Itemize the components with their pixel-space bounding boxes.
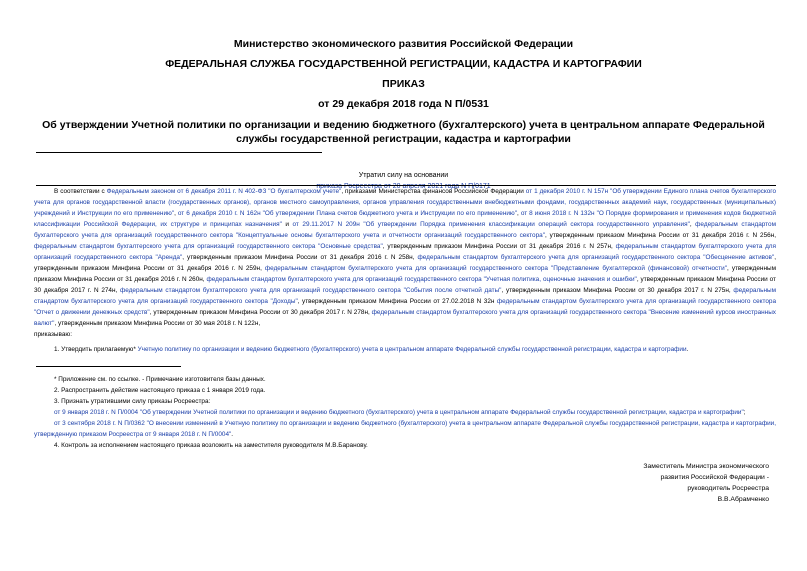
text: , <box>174 210 178 217</box>
order-link[interactable]: от 8 июня 2018 г. N 132н "О Порядке формирования и применения кодов бюджетной классификации Российской Федерации, их структуре и принципах назначения" <box>34 210 776 228</box>
document-date-number: от 29 декабря 2018 года N П/0531 <box>318 98 489 110</box>
signatory-name: В.В.Абрамченко <box>717 496 769 503</box>
repealed-order-link[interactable]: от 3 сентября 2018 г. N П/0362 "О внесении изменений в Учетную политику по организации и ведению бюджетного (бухгалтерского) учета в центральном аппарате Федеральной службы государственной регистрации, кадастра и картографии, утвержденную приказом Росреестра от 9 января 2018 г. N П/0004" <box>34 420 776 438</box>
text: В соответствии с <box>54 188 107 195</box>
item-1 <box>34 344 776 355</box>
standard-link[interactable]: федеральным стандартом бухгалтерского учета для организаций государственного сектора "Отчет о движении денежных средств" <box>34 298 777 316</box>
order-link[interactable]: от 29.11.2017 N 209н "Об утверждении Порядка применения классификации операций сектора государственного управления" <box>292 221 690 228</box>
standard-link[interactable]: федеральным стандартом бухгалтерского учета для организаций государственного сектора "Учетная политика, оценочные значения и ошибки" <box>206 276 637 283</box>
text: , утвержденным приказом Минфина России от 30 декабря 2017 г. N 274н, <box>34 276 776 294</box>
text: , <box>689 221 696 228</box>
text: , утвержденным приказом Минфина России от 30 декабря 2017 г. N 278н, <box>149 309 372 316</box>
text: . <box>231 431 234 438</box>
footnote-divider <box>36 366 181 367</box>
text: , утвержденным приказом Минфина России от 30 декабря 2017 г. N 275н, <box>501 287 734 294</box>
text: . <box>686 346 689 353</box>
document-type: ПРИКАЗ <box>382 78 425 90</box>
standard-link[interactable]: федеральным стандартом бухгалтерского учета для организаций государственного сектора "Представление бухгалтерской (финансовой) отчетности" <box>264 265 727 272</box>
text: и <box>281 221 293 228</box>
law-link[interactable]: Федеральным законом от 6 декабря 2011 г. N 402-ФЗ "О бухгалтерском учете" <box>106 188 342 195</box>
text: , утвержденным приказом Минфина России от 31 декабря 2016 г. N 260н, <box>34 265 776 283</box>
text: , утвержденным приказом Минфина России от 31 декабря 2016 г. N 258н, <box>182 254 418 261</box>
accounting-policy-link[interactable]: Учетную политику по организации и ведению бюджетного (бухгалтерского) учета в центральном аппарате Федеральной службы государственной регистрации, кадастра и картографии <box>137 346 687 353</box>
ministry-name: Министерство экономического развития Российской Федерации <box>233 38 574 50</box>
text: 1. Утвердить прилагаемую* <box>54 346 138 353</box>
footnote: * Приложение см. по ссылке. - Примечание изготовителя базы данных. <box>54 376 266 383</box>
item-2: 2. Распространить действие настоящего приказа с 1 января 2019 года. <box>54 387 266 394</box>
item-4: 4. Контроль за исполнением настоящего приказа возложить на заместителя руководителя М.В.Баранову. <box>54 442 368 449</box>
text: , утвержденным приказом Минфина России от 27.02.2018 N 32н <box>297 298 497 305</box>
repealed-order-link[interactable]: от 9 января 2018 г. N П/0004 "Об утверждении Учетной политики по организации и ведению бюджетного (бухгалтерского) учета в центральном аппарате Федеральной службы государственной регистрации, кадастра и картографии" <box>54 409 744 416</box>
text: , утвержденным приказом Минфина России от 30 мая 2018 г. N 122н, <box>54 320 261 327</box>
standard-link[interactable]: федеральным стандартом бухгалтерского учета для организаций государственного сектора "Доходы" <box>34 287 777 305</box>
standard-link[interactable]: федеральным стандартом бухгалтерского учета для организаций государственного сектора "Аренда" <box>34 243 777 261</box>
item-3: 3. Признать утратившими силу приказы Росреестра: <box>54 398 211 405</box>
signature-line: Заместитель Министра экономического <box>643 463 769 470</box>
document-title: Об утверждении Учетной политики по организации и ведению бюджетного (бухгалтерского) учета в центральном аппарате Федеральной службы государственной регистрации, кадастра и картографии <box>42 119 765 145</box>
text: , утвержденным приказом Минфина России от 31 декабря 2016 г. N 259н, <box>34 254 776 272</box>
item-3a <box>34 407 776 418</box>
text: , утвержденным приказом Минфина России от 31 декабря 2016 г. N 257н, <box>382 243 616 250</box>
order-link[interactable]: от 1 декабря 2010 г. N 157н "Об утверждении Единого плана счетов бухгалтерского учета для органов государственной власти (государственных органов), органов местного самоуправления, органов управления государственными внебюджетными фондами, государственных академий наук, государственных (муниципальных) учреждений и Инструкции по его применению" <box>34 188 776 217</box>
standard-link[interactable]: федеральным стандартом бухгалтерского учета для организаций государственного сектора "Обесценение активов" <box>417 254 775 261</box>
prikazyvayu: приказываю: <box>34 331 72 338</box>
order-link[interactable]: от 6 декабря 2010 г. N 162н "Об утверждении Плана счетов бюджетного учета и Инструкции по его применению" <box>177 210 517 217</box>
preamble-paragraph <box>34 186 776 329</box>
document-body <box>34 186 776 355</box>
text: , <box>517 210 521 217</box>
document-body-lower <box>34 374 776 451</box>
text: , утвержденным приказом Минфина России от 31 декабря 2016 г. N 256н, <box>544 232 776 239</box>
text: ; <box>743 409 746 416</box>
voided-line1: Утратил силу на основании <box>358 172 449 179</box>
service-name: ФЕДЕРАЛЬНАЯ СЛУЖБА ГОСУДАРСТВЕННОЙ РЕГИСТРАЦИИ, КАДАСТРА И КАРТОГРАФИИ <box>165 58 642 70</box>
signature-block <box>643 461 769 505</box>
voided-link[interactable]: приказа Росреестра от 20 апреля 2021 года N П/0171 <box>316 183 491 190</box>
standard-link[interactable]: федеральным стандартом бухгалтерского учета для организаций государственного сектора "Концептуальные основы бухгалтерского учета и отчетности организаций государственного сектора" <box>34 221 776 239</box>
standard-link[interactable]: федеральным стандартом бухгалтерского учета для организаций государственного сектора "События после отчетной даты" <box>120 287 502 294</box>
standard-link[interactable]: федеральным стандартом бухгалтерского учета для организаций государственного сектора "Внесение изменений курсов иностранных валют" <box>34 309 776 327</box>
divider <box>36 152 322 153</box>
item-3b <box>34 418 776 440</box>
text: , приказами Министерства финансов Российской Федерации <box>341 188 526 195</box>
standard-link[interactable]: федеральным стандартом бухгалтерского учета для организаций государственного сектора "Основные средства" <box>34 243 383 250</box>
signature-line: развития Российской Федерации - <box>660 474 769 481</box>
signature-line: руководитель Росреестра <box>687 485 769 492</box>
